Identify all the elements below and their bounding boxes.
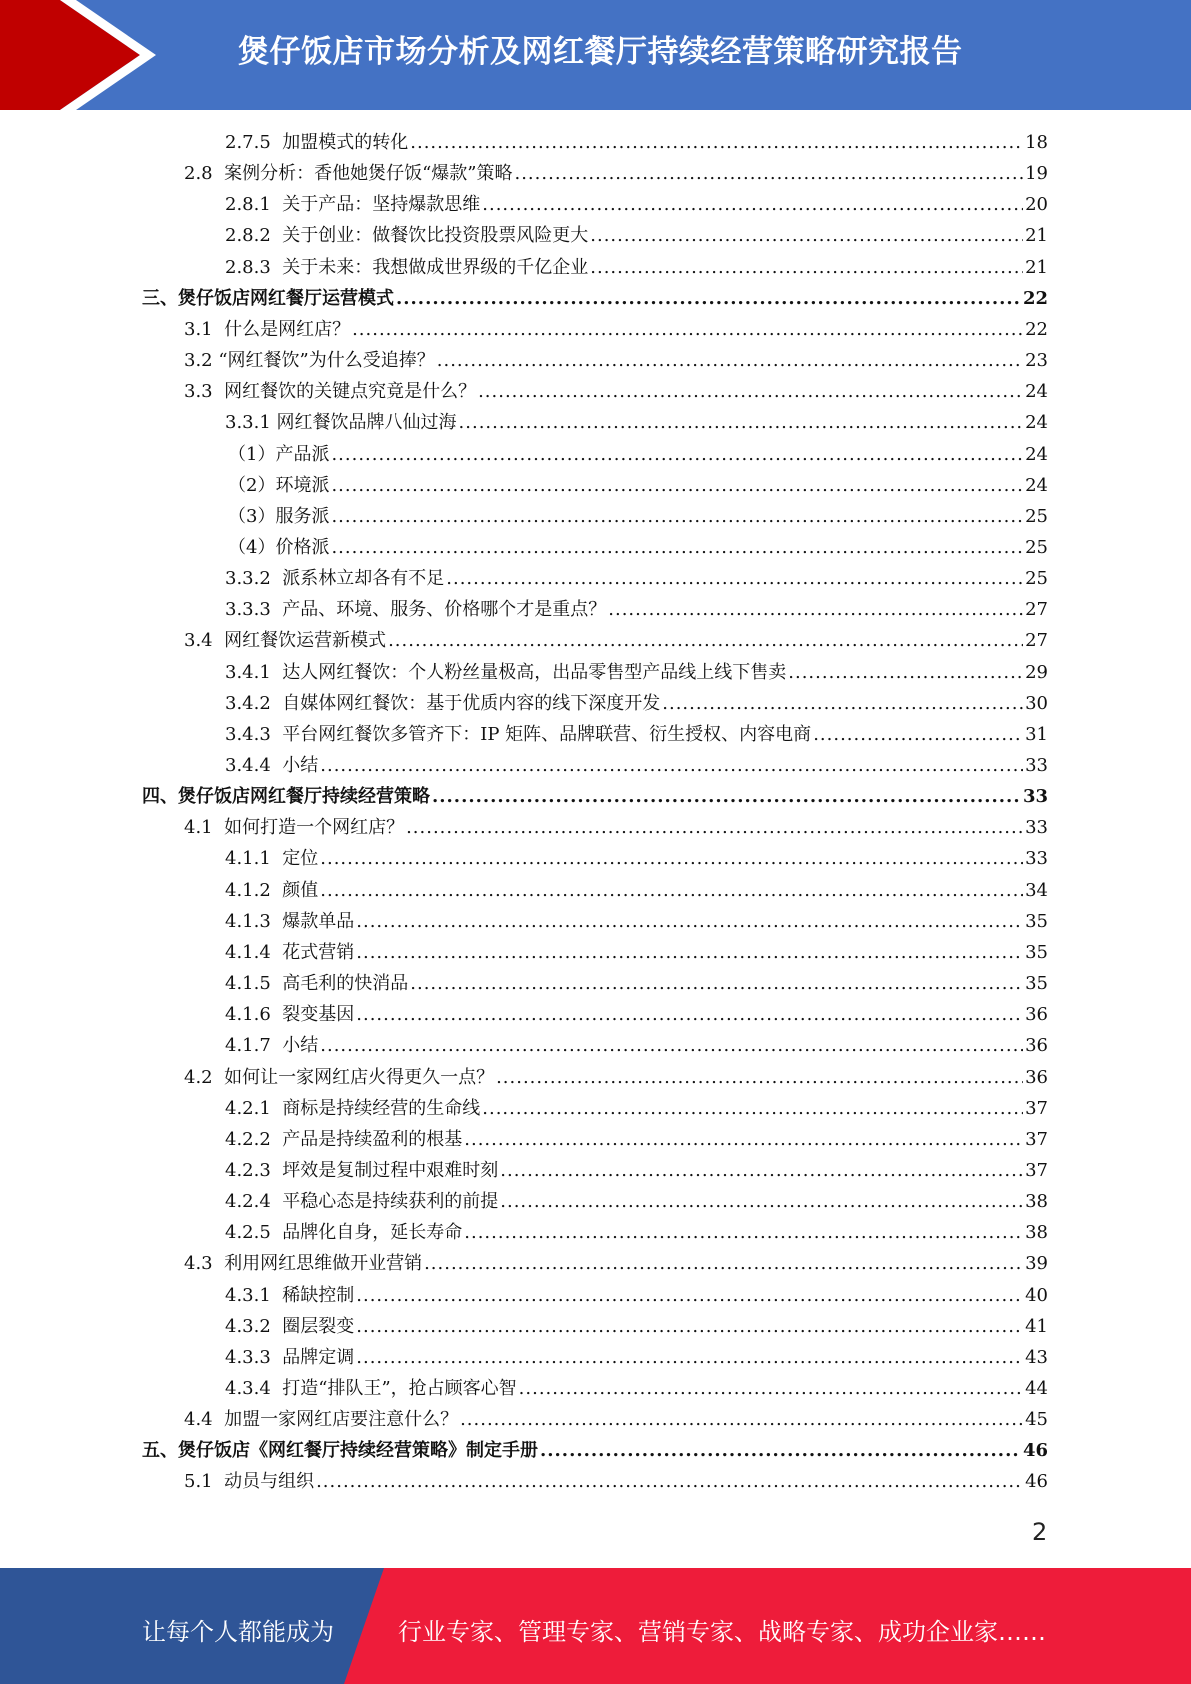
- toc-entry[interactable]: [225, 1342, 1048, 1373]
- toc-entry[interactable]: [228, 532, 1048, 563]
- toc-entry-page: 22: [1022, 287, 1048, 309]
- toc-entry-page: 35: [1025, 973, 1048, 995]
- toc-entry[interactable]: [225, 1030, 1048, 1061]
- page-header: [0, 0, 1191, 110]
- toc-entry[interactable]: [225, 937, 1048, 968]
- toc-entry-page: 37: [1025, 1128, 1048, 1150]
- toc-entry[interactable]: [225, 127, 1048, 158]
- toc-dot-leader: [316, 1466, 1023, 1497]
- toc-entry-page: 33: [1022, 786, 1048, 808]
- toc-dot-leader: [406, 812, 1023, 843]
- toc-entry-label: 2.7.5 加盟模式的转化: [225, 132, 409, 153]
- toc-entry[interactable]: [184, 1248, 1048, 1279]
- toc-entry-page: 29: [1025, 661, 1048, 683]
- toc-entry-label: 4.3.4 打造“排队王”，抢占顾客心智: [225, 1378, 517, 1399]
- toc-dot-leader: [331, 501, 1023, 532]
- toc-dot-leader: [356, 937, 1023, 968]
- toc-dot-leader: [388, 625, 1023, 656]
- toc-entry[interactable]: [225, 968, 1048, 999]
- toc-entry[interactable]: [225, 906, 1048, 937]
- toc-entry-page: 40: [1025, 1284, 1048, 1306]
- toc-entry-page: 27: [1025, 599, 1048, 621]
- toc-dot-leader: [396, 283, 1021, 314]
- toc-dot-leader: [320, 1030, 1023, 1061]
- toc-entry-label: 3.4 网红餐饮运营新模式: [184, 630, 387, 652]
- toc-entry-page: 25: [1025, 536, 1048, 558]
- toc-entry-page: 33: [1025, 755, 1048, 776]
- toc-entry-page: 22: [1025, 318, 1048, 340]
- toc-entry[interactable]: [184, 812, 1048, 843]
- toc-entry-label: 2.8 案例分析：香他她煲仔饭“爆款”策略: [184, 163, 513, 185]
- toc-entry-label: 4.1.2 颜值: [225, 879, 319, 901]
- toc-entry[interactable]: [225, 1155, 1048, 1186]
- toc-entry-label: 三、煲仔饭店网红餐厅运营模式: [142, 287, 394, 309]
- report-title: 煲仔饭店市场分析及网红餐厅持续经营策略研究报告: [238, 34, 963, 70]
- toc-dot-leader: [500, 1186, 1023, 1217]
- toc-entry-label: 4.3.3 品牌定调: [225, 1346, 355, 1368]
- toc-entry[interactable]: [225, 220, 1048, 251]
- toc-entry-page: 23: [1025, 350, 1048, 372]
- toc-entry-label: 2.8.3 关于未来：我想做成世界级的千亿企业: [225, 256, 589, 278]
- toc-entry-page: 31: [1025, 723, 1048, 745]
- toc-entry-page: 43: [1025, 1346, 1048, 1368]
- toc-entry-page: 18: [1025, 132, 1048, 153]
- toc-entry-label: （3）服务派: [228, 505, 330, 527]
- toc-dot-leader: [500, 1155, 1023, 1186]
- toc-entry-page: 41: [1025, 1315, 1048, 1337]
- toc-dot-leader: [464, 1217, 1023, 1248]
- toc-entry[interactable]: [184, 376, 1048, 407]
- toc-entry-page: 34: [1025, 879, 1048, 901]
- toc-dot-leader: [459, 407, 1024, 438]
- page-footer: [0, 1568, 1191, 1684]
- toc-entry-page: 46: [1022, 1440, 1048, 1462]
- toc-entry-page: 44: [1025, 1378, 1048, 1399]
- toc-dot-leader: [356, 1280, 1023, 1311]
- toc-dot-leader: [356, 1342, 1023, 1373]
- toc-entry[interactable]: [225, 407, 1048, 438]
- toc-entry-label: （4）价格派: [228, 536, 330, 558]
- toc-dot-leader: [514, 158, 1023, 189]
- toc-entry[interactable]: [225, 1311, 1048, 1342]
- toc-entry-label: 4.1.1 定位: [225, 848, 319, 870]
- toc-entry[interactable]: [228, 470, 1048, 501]
- toc-entry-label: 3.1 什么是网红店？: [184, 318, 351, 340]
- toc-dot-leader: [446, 563, 1023, 594]
- toc-entry-label: 3.3.2 派系林立却各有不足: [225, 568, 445, 590]
- toc-entry[interactable]: [225, 1124, 1048, 1155]
- toc-entry[interactable]: [225, 1186, 1048, 1217]
- toc-entry[interactable]: [225, 1093, 1048, 1124]
- toc-entry-page: 37: [1025, 1097, 1048, 1119]
- toc-dot-leader: [608, 594, 1023, 625]
- toc-dot-leader: [320, 843, 1023, 874]
- toc-dot-leader: [590, 220, 1023, 251]
- toc-dot-leader: [320, 875, 1023, 906]
- toc-entry[interactable]: [142, 283, 1048, 314]
- chevron-arrow-icon: [0, 0, 160, 110]
- toc-entry[interactable]: [228, 439, 1048, 470]
- toc-entry-page: 45: [1025, 1409, 1048, 1431]
- toc-entry-label: 3.3 网红餐饮的关键点究竟是什么？: [184, 381, 477, 403]
- toc-entry-label: （2）环境派: [228, 474, 330, 496]
- toc-dot-leader: [540, 1435, 1021, 1466]
- toc-dot-leader: [460, 1404, 1023, 1435]
- toc-entry[interactable]: [142, 1435, 1048, 1466]
- toc-entry-page: 21: [1025, 225, 1048, 247]
- toc-entry-page: 30: [1025, 692, 1048, 714]
- toc-entry[interactable]: [184, 1466, 1048, 1497]
- toc-entry-label: 3.4.1 达人网红餐饮：个人粉丝量极高，出品零售型产品线上线下售卖: [225, 661, 787, 683]
- toc-entry-label: 4.2.1 商标是持续经营的生命线: [225, 1097, 481, 1119]
- toc-entry-page: 24: [1025, 443, 1048, 465]
- toc-entry-label: 2.8.1 关于产品：坚持爆款思维: [225, 194, 481, 216]
- toc-entry[interactable]: [184, 1062, 1048, 1093]
- toc-entry[interactable]: [142, 781, 1048, 812]
- toc-entry-label: 4.1.4 花式营销: [225, 941, 355, 963]
- toc-entry-label: 4.1.5 高毛利的快消品: [225, 973, 409, 995]
- toc-dot-leader: [478, 376, 1023, 407]
- footer-slogan-left: 让每个人都能成为: [142, 1618, 334, 1646]
- toc-entry-label: 四、煲仔饭店网红餐厅持续经营策略: [142, 786, 430, 808]
- toc-entry[interactable]: [184, 314, 1048, 345]
- toc-dot-leader: [356, 1311, 1023, 1342]
- toc-entry-page: 24: [1025, 412, 1048, 434]
- page-number: 2: [1032, 1518, 1048, 1546]
- toc-entry[interactable]: [225, 594, 1048, 625]
- toc-dot-leader: [424, 1248, 1023, 1279]
- toc-dot-leader: [331, 439, 1023, 470]
- toc-entry-page: 20: [1025, 194, 1048, 216]
- toc-entry-label: 4.2 如何让一家网红店火得更久一点？: [184, 1066, 495, 1088]
- toc-entry-page: 24: [1025, 381, 1048, 403]
- toc-dot-leader: [352, 314, 1023, 345]
- toc-entry-label: 3.3.3 产品、环境、服务、价格哪个才是重点？: [225, 599, 607, 621]
- toc-entry-page: 36: [1025, 1066, 1048, 1088]
- toc-entry-page: 38: [1025, 1191, 1048, 1213]
- toc-dot-leader: [482, 1093, 1023, 1124]
- toc-entry[interactable]: [225, 750, 1048, 781]
- toc-entry-label: 3.4.4 小结: [225, 755, 319, 776]
- toc-entry-page: 35: [1025, 941, 1048, 963]
- toc-entry-label: 3.4.2 自媒体网红餐饮：基于优质内容的线下深度开发: [225, 692, 661, 714]
- toc-entry-label: 4.2.3 坪效是复制过程中艰难时刻: [225, 1159, 499, 1181]
- toc-entry[interactable]: [184, 1404, 1048, 1435]
- toc-entry-page: 46: [1025, 1471, 1048, 1493]
- toc-entry[interactable]: [225, 843, 1048, 874]
- toc-entry-label: （1）产品派: [228, 443, 330, 465]
- toc-entry-page: 19: [1025, 163, 1048, 185]
- toc-entry-page: 39: [1025, 1253, 1048, 1275]
- toc-dot-leader: [590, 252, 1023, 283]
- toc-dot-leader: [356, 999, 1023, 1030]
- toc-dot-leader: [519, 1373, 1023, 1404]
- toc-entry-page: 33: [1025, 817, 1048, 839]
- toc-dot-leader: [464, 1124, 1023, 1155]
- toc-entry-label: 4.1.7 小结: [225, 1035, 319, 1057]
- toc-entry[interactable]: [184, 158, 1048, 189]
- toc-entry-page: 36: [1025, 1035, 1048, 1057]
- toc-entry-label: 4.2.4 平稳心态是持续获利的前提: [225, 1191, 499, 1213]
- toc-entry[interactable]: [225, 189, 1048, 220]
- toc-dot-leader: [662, 688, 1023, 719]
- toc-entry[interactable]: [184, 625, 1048, 656]
- toc-entry-label: 4.1.6 裂变基因: [225, 1004, 355, 1026]
- toc-entry-label: 4.1 如何打造一个网红店？: [184, 817, 405, 839]
- toc-dot-leader: [482, 189, 1023, 220]
- toc-entry-label: 3.3.1 网红餐饮品牌八仙过海: [225, 412, 457, 434]
- toc-entry[interactable]: [225, 999, 1048, 1030]
- toc-entry-label: 5.1 动员与组织: [184, 1471, 315, 1493]
- toc-entry-label: 3.4.3 平台网红餐饮多管齐下：IP 矩阵、品牌联营、衍生授权、内容电商: [225, 723, 812, 745]
- footer-slogan-right: 行业专家、管理专家、营销专家、战略专家、成功企业家……: [398, 1618, 1046, 1646]
- toc-dot-leader: [788, 657, 1023, 688]
- toc-entry-label: 4.3.2 圈层裂变: [225, 1315, 355, 1337]
- toc-entry-label: 五、煲仔饭店《网红餐厅持续经营策略》制定手册: [142, 1440, 538, 1462]
- toc-entry[interactable]: [225, 875, 1048, 906]
- toc-entry-label: 3.2 “网红餐饮”为什么受追捧？: [184, 350, 435, 372]
- toc-entry[interactable]: [225, 252, 1048, 283]
- toc-entry[interactable]: [225, 688, 1048, 719]
- toc-entry-page: 35: [1025, 910, 1048, 932]
- toc-entry[interactable]: [184, 345, 1048, 376]
- toc-entry-label: 4.3 利用网红思维做开业营销: [184, 1253, 423, 1275]
- toc-entry-page: 27: [1025, 630, 1048, 652]
- toc-dot-leader: [356, 906, 1023, 937]
- toc-entry[interactable]: [225, 1217, 1048, 1248]
- toc-dot-leader: [331, 532, 1023, 563]
- toc-entry-label: 4.2.5 品牌化自身，延长寿命: [225, 1222, 463, 1244]
- toc-entry[interactable]: [225, 1280, 1048, 1311]
- toc-entry-page: 36: [1025, 1004, 1048, 1026]
- toc-entry-page: 25: [1025, 568, 1048, 590]
- toc-dot-leader: [432, 781, 1021, 812]
- toc-entry-page: 25: [1025, 505, 1048, 527]
- toc-entry[interactable]: [225, 719, 1048, 750]
- toc-dot-leader: [410, 127, 1023, 158]
- toc-dot-leader: [437, 345, 1023, 376]
- toc-entry-page: 38: [1025, 1222, 1048, 1244]
- toc-entry-page: 33: [1025, 848, 1048, 870]
- toc-dot-leader: [410, 968, 1023, 999]
- toc-entry-label: 2.8.2 关于创业：做餐饮比投资股票风险更大: [225, 225, 589, 247]
- toc-entry[interactable]: [228, 501, 1048, 532]
- toc-entry-label: 4.4 加盟一家网红店要注意什么？: [184, 1409, 459, 1431]
- toc-entry-page: 21: [1025, 256, 1048, 278]
- toc-entry[interactable]: [225, 1373, 1048, 1404]
- toc-entry-label: 4.1.3 爆款单品: [225, 910, 355, 932]
- toc-entry[interactable]: [225, 563, 1048, 594]
- toc-dot-leader: [496, 1062, 1023, 1093]
- toc-entry-page: 37: [1025, 1159, 1048, 1181]
- toc-dot-leader: [331, 470, 1023, 501]
- toc-entry-page: 24: [1025, 474, 1048, 496]
- toc-dot-leader: [813, 719, 1023, 750]
- toc-dot-leader: [320, 750, 1023, 781]
- toc-entry-label: 4.2.2 产品是持续盈利的根基: [225, 1128, 463, 1150]
- toc-entry-label: 4.3.1 稀缺控制: [225, 1284, 355, 1306]
- toc-entry[interactable]: [225, 657, 1048, 688]
